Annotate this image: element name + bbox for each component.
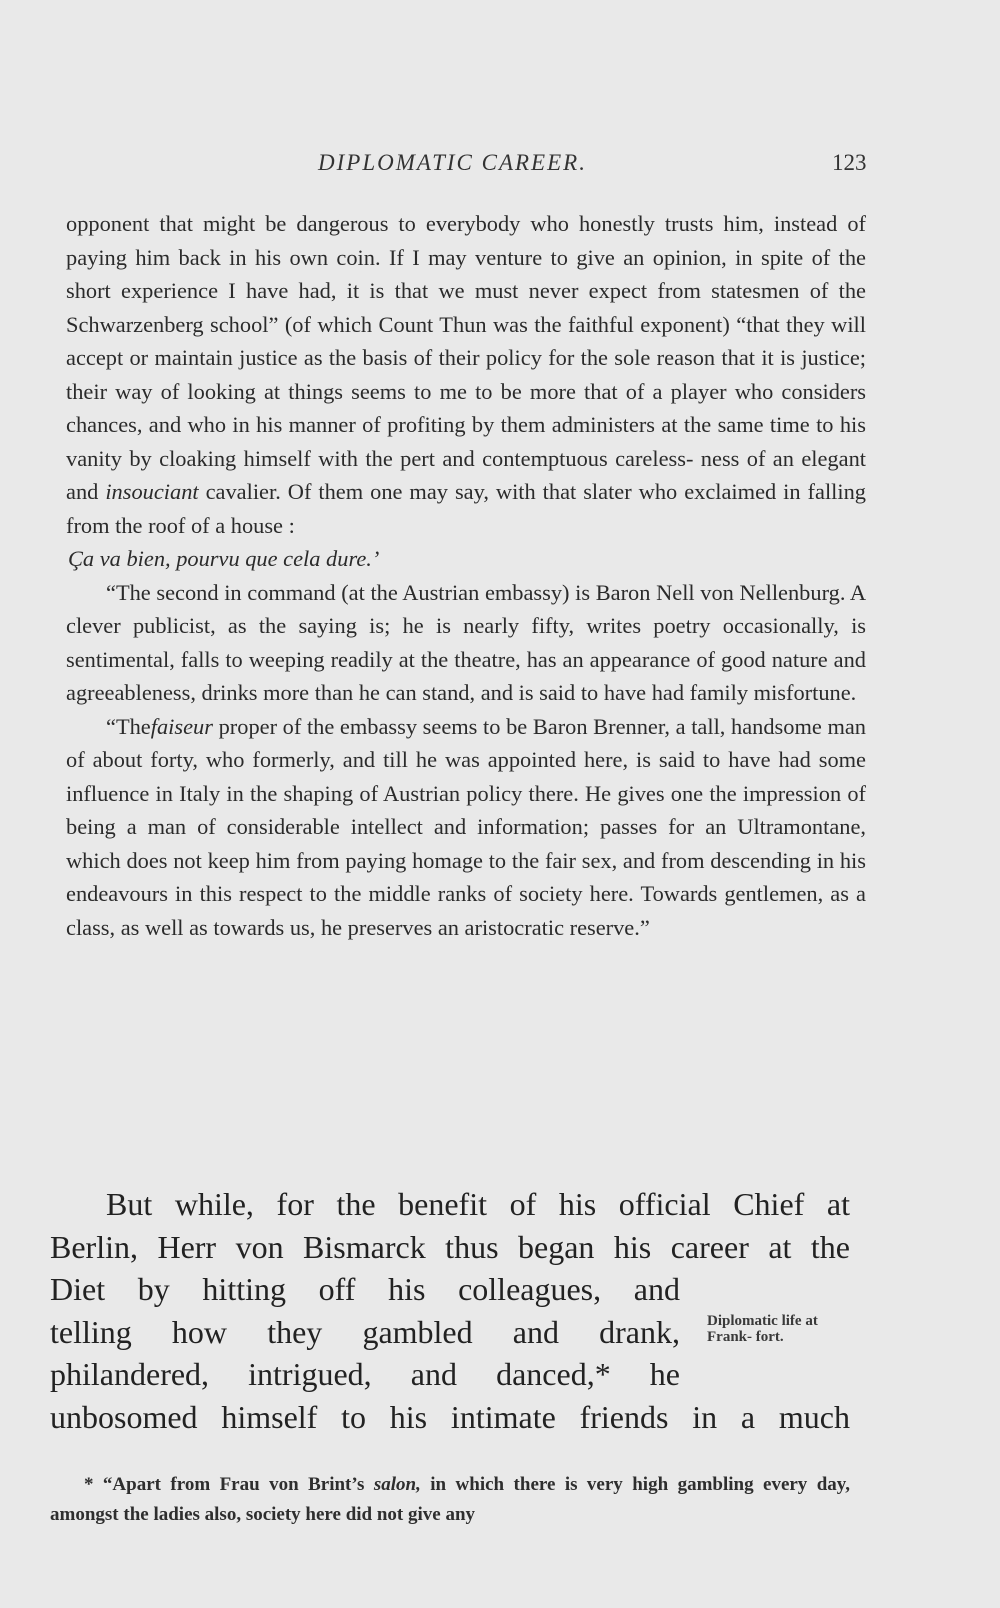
french-quote: Ça va bien, pourvu que cela dure.’ xyxy=(68,546,380,571)
main-line-4: telling how they gambled and drank, xyxy=(50,1313,680,1350)
main-line-1: But while, for the benefit of his official Chief at xyxy=(106,1186,850,1222)
main-narrative xyxy=(50,1183,850,1438)
paragraph-text-end: cavalier. Of them one may say, with that slater who exclaimed in falling from the roof of a house : xyxy=(66,479,867,538)
main-line-3: Diet by hitting off his colleagues, and xyxy=(50,1271,680,1307)
running-head xyxy=(0,150,1000,190)
main-line-2: Berlin, Herr von Bismarck thus began his career at the xyxy=(50,1228,850,1265)
paragraph-nell: “The second in command (at the Austrian embassy) is Baron Nell von Nellenburg. A clever publicist, as the saying is; he is nearly fifty, writes poetry occasionally, is sentimental, falls to weeping readily at the theatre, has an appearance of good nature and agreeableness, drinks more than he can stand, and is said to have had family misfortune. xyxy=(66,579,866,705)
paragraph-text: opponent that might be dangerous to everybody who honestly trusts him, instead of paying him back in his own coin. If I may venture to give an opinion, in spite of the short experience I have had, it is that we must never expect from statesmen of the Schwarzenberg school” (of which Count Thun was the faithful exponent) “that they will accept or maintain justice as the basis of their policy for the sole reason that it is justice; their way of looking at things seems to me to be more that of a player who considers chances, and who in his manner of profiting by them administers at the same time to his vanity by cloaking himself with the pert and contemptuous careless- ness of an elegant and xyxy=(66,211,866,504)
marginal-note: Diplomatic life at Frank- fort. xyxy=(707,1313,818,1345)
running-title: DIPLOMATIC CAREER. xyxy=(318,150,587,175)
main-line-6: unbosomed himself to his intimate friends in a much xyxy=(50,1398,850,1435)
italic-salon: salon, xyxy=(373,1474,421,1495)
paragraph-brenner: “Thefaiseur proper of the embassy seems to be Baron Brenner, a tall, handsome man of about forty, who formerly, and till he was appointed here, is said to have had some influence in Italy in the shaping of Austrian policy there. He gives one the impression of being a man of considerable intellect and information; passes for an Ultramontane, which does not keep him from paying homage to the fair sex, and from descending in his endeavours in this respect to the middle ranks of society here. Towards gentlemen, as a class, as well as towards us, he preserves an aristocratic reserve.” xyxy=(66,713,866,940)
main-line-5: philandered, intrigued, and danced,* he xyxy=(50,1356,680,1392)
paragraph-opponent xyxy=(66,207,866,542)
italic-faiseur: faiseur xyxy=(150,713,213,739)
italic-word: insouciant xyxy=(105,479,199,504)
quoted-letter-text xyxy=(66,207,866,944)
footnote xyxy=(50,1470,850,1530)
page-number: 123 xyxy=(832,150,867,175)
footnote-text: * “Apart from Frau von Brint’s salon, in which there is very high gambling every day, amongst the ladies also, society here did not give any xyxy=(50,1474,851,1525)
